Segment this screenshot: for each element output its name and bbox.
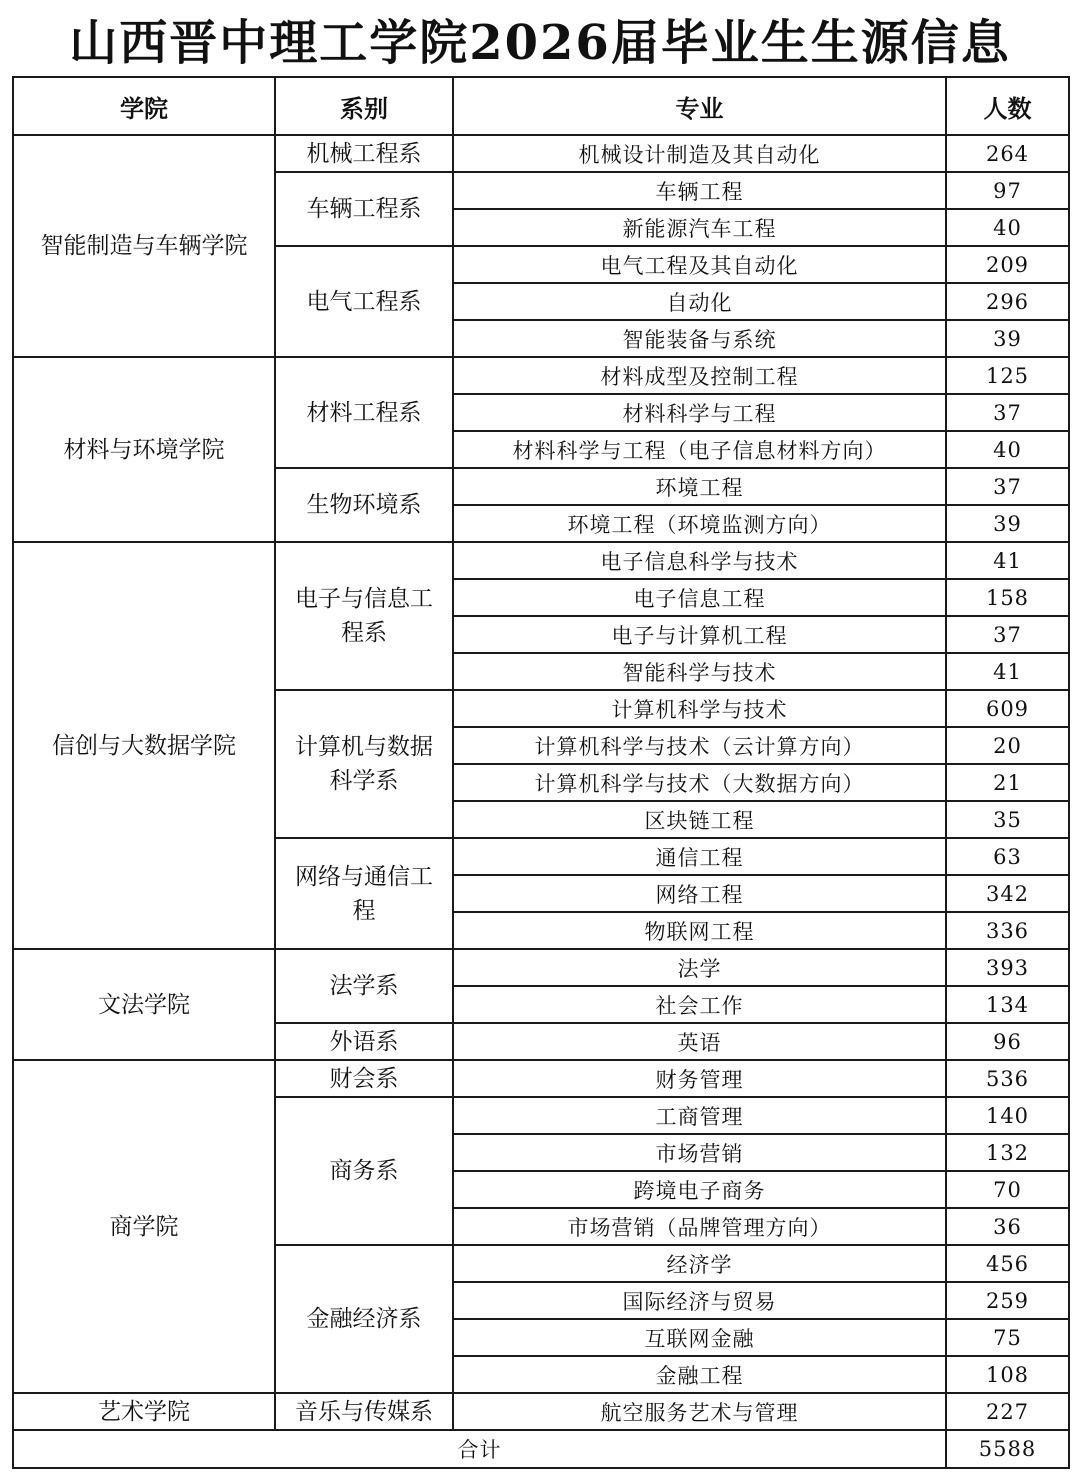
college-cell: 信创与大数据学院	[13, 542, 275, 949]
major-cell: 网络工程	[453, 875, 946, 912]
total-count: 5588	[946, 1430, 1069, 1468]
count-cell: 70	[946, 1171, 1069, 1208]
major-cell: 车辆工程	[453, 172, 946, 209]
major-cell: 材料科学与工程（电子信息材料方向）	[453, 431, 946, 468]
major-cell: 机械设计制造及其自动化	[453, 135, 946, 172]
major-cell: 国际经济与贸易	[453, 1282, 946, 1319]
department-cell: 材料工程系	[275, 357, 453, 468]
major-cell: 金融工程	[453, 1356, 946, 1393]
department-cell: 音乐与传媒系	[275, 1393, 453, 1430]
department-cell: 法学系	[275, 949, 453, 1023]
table-row	[13, 542, 1069, 579]
count-cell: 132	[946, 1134, 1069, 1171]
count-cell: 140	[946, 1097, 1069, 1134]
table-row	[13, 1393, 1069, 1430]
table-row	[13, 135, 1069, 172]
major-cell: 材料成型及控制工程	[453, 357, 946, 394]
college-cell: 文法学院	[13, 949, 275, 1060]
department-cell: 计算机与数据科学系	[275, 690, 453, 838]
major-cell: 经济学	[453, 1245, 946, 1282]
college-cell: 商学院	[13, 1060, 275, 1393]
department-cell: 车辆工程系	[275, 172, 453, 246]
count-cell: 125	[946, 357, 1069, 394]
count-cell: 37	[946, 468, 1069, 505]
total-label: 合计	[13, 1430, 946, 1468]
count-cell: 97	[946, 172, 1069, 209]
header-major: 专业	[453, 77, 946, 135]
major-cell: 跨境电子商务	[453, 1171, 946, 1208]
major-cell: 互联网金融	[453, 1319, 946, 1356]
table-row	[13, 949, 1069, 986]
major-cell: 法学	[453, 949, 946, 986]
count-cell: 456	[946, 1245, 1069, 1282]
count-cell: 96	[946, 1023, 1069, 1060]
major-cell: 物联网工程	[453, 912, 946, 949]
count-cell: 296	[946, 283, 1069, 320]
major-cell: 区块链工程	[453, 801, 946, 838]
count-cell: 37	[946, 616, 1069, 653]
major-cell: 通信工程	[453, 838, 946, 875]
major-cell: 航空服务艺术与管理	[453, 1393, 946, 1430]
count-cell: 40	[946, 431, 1069, 468]
department-cell: 金融经济系	[275, 1245, 453, 1393]
count-cell: 20	[946, 727, 1069, 764]
count-cell: 35	[946, 801, 1069, 838]
department-cell: 外语系	[275, 1023, 453, 1060]
graduates-table	[12, 76, 1070, 1469]
major-cell: 市场营销	[453, 1134, 946, 1171]
total-row	[13, 1430, 1069, 1468]
major-cell: 电子信息科学与技术	[453, 542, 946, 579]
department-cell: 电气工程系	[275, 246, 453, 357]
count-cell: 39	[946, 505, 1069, 542]
count-cell: 75	[946, 1319, 1069, 1356]
count-cell: 342	[946, 875, 1069, 912]
count-cell: 39	[946, 320, 1069, 357]
table-row	[13, 1060, 1069, 1097]
header-count: 人数	[946, 77, 1069, 135]
major-cell: 计算机科学与技术（云计算方向）	[453, 727, 946, 764]
major-cell: 电子与计算机工程	[453, 616, 946, 653]
department-cell: 商务系	[275, 1097, 453, 1245]
major-cell: 智能科学与技术	[453, 653, 946, 690]
header-college: 学院	[13, 77, 275, 135]
count-cell: 264	[946, 135, 1069, 172]
major-cell: 智能装备与系统	[453, 320, 946, 357]
count-cell: 21	[946, 764, 1069, 801]
count-cell: 41	[946, 653, 1069, 690]
major-cell: 电子信息工程	[453, 579, 946, 616]
table-row	[13, 357, 1069, 394]
table-header-row	[13, 77, 1069, 135]
major-cell: 市场营销（品牌管理方向）	[453, 1208, 946, 1245]
count-cell: 227	[946, 1393, 1069, 1430]
department-cell: 网络与通信工程	[275, 838, 453, 949]
count-cell: 108	[946, 1356, 1069, 1393]
count-cell: 536	[946, 1060, 1069, 1097]
count-cell: 609	[946, 690, 1069, 727]
college-cell: 材料与环境学院	[13, 357, 275, 542]
major-cell: 英语	[453, 1023, 946, 1060]
count-cell: 40	[946, 209, 1069, 246]
count-cell: 63	[946, 838, 1069, 875]
count-cell: 37	[946, 394, 1069, 431]
department-cell: 电子与信息工程系	[275, 542, 453, 690]
count-cell: 336	[946, 912, 1069, 949]
count-cell: 393	[946, 949, 1069, 986]
major-cell: 计算机科学与技术	[453, 690, 946, 727]
major-cell: 计算机科学与技术（大数据方向）	[453, 764, 946, 801]
header-department: 系别	[275, 77, 453, 135]
count-cell: 158	[946, 579, 1069, 616]
major-cell: 电气工程及其自动化	[453, 246, 946, 283]
major-cell: 新能源汽车工程	[453, 209, 946, 246]
major-cell: 材料科学与工程	[453, 394, 946, 431]
college-cell: 智能制造与车辆学院	[13, 135, 275, 357]
count-cell: 134	[946, 986, 1069, 1023]
page-title: 山西晋中理工学院2026届毕业生生源信息	[69, 14, 1011, 71]
count-cell: 209	[946, 246, 1069, 283]
major-cell: 环境工程（环境监测方向）	[453, 505, 946, 542]
count-cell: 259	[946, 1282, 1069, 1319]
major-cell: 自动化	[453, 283, 946, 320]
major-cell: 社会工作	[453, 986, 946, 1023]
count-cell: 36	[946, 1208, 1069, 1245]
major-cell: 财务管理	[453, 1060, 946, 1097]
college-cell: 艺术学院	[13, 1393, 275, 1430]
major-cell: 环境工程	[453, 468, 946, 505]
department-cell: 财会系	[275, 1060, 453, 1097]
count-cell: 41	[946, 542, 1069, 579]
major-cell: 工商管理	[453, 1097, 946, 1134]
department-cell: 生物环境系	[275, 468, 453, 542]
department-cell: 机械工程系	[275, 135, 453, 172]
